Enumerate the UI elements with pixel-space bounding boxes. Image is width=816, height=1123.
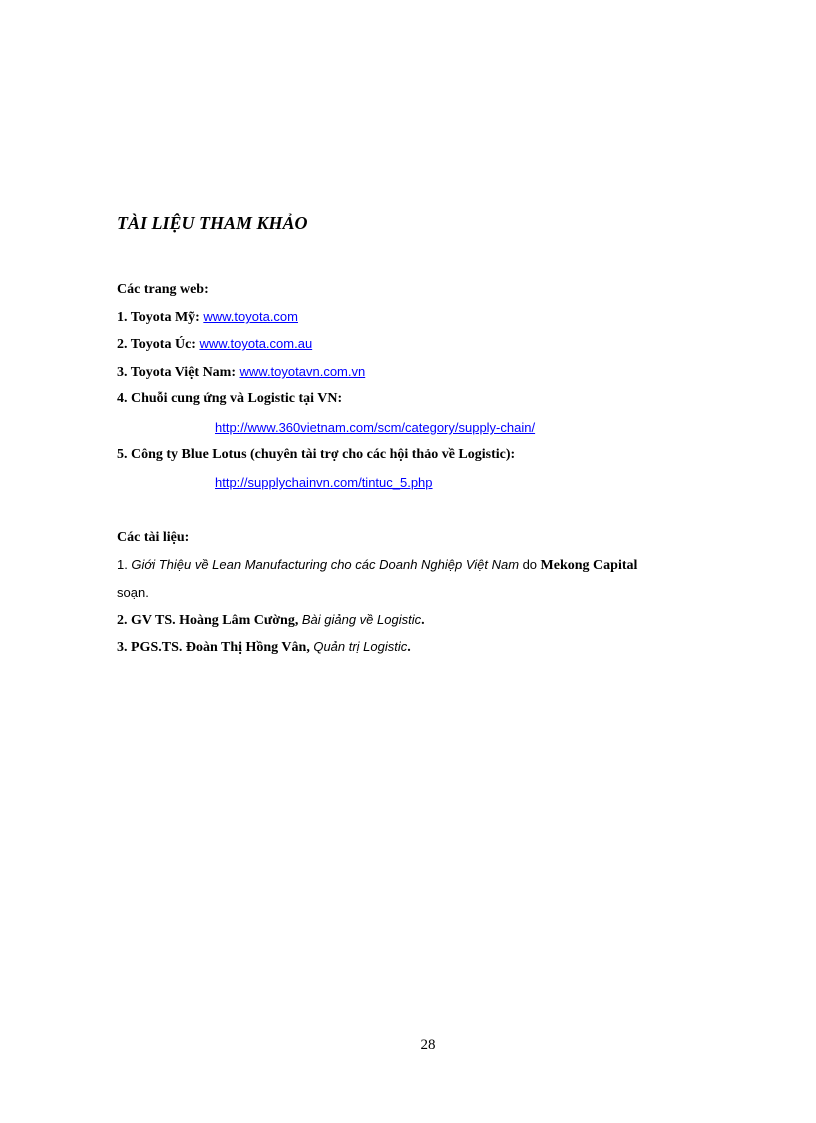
website-item-1 bbox=[117, 308, 298, 327]
document-item-2 bbox=[117, 611, 425, 630]
document-2-prefix: 2. GV TS. Hoàng Lâm Cường, bbox=[117, 613, 299, 628]
website-label-4: 4. Chuỗi cung ứng và Logistic tại VN: bbox=[117, 391, 343, 406]
document-item-3 bbox=[117, 638, 411, 657]
document-1-suffix: soạn. bbox=[117, 585, 149, 600]
documents-heading: Các tài liệu: bbox=[117, 530, 190, 545]
website-link-5[interactable]: http://supplychainvn.com/tintuc_5.php bbox=[215, 475, 433, 490]
document-1-number: 1. bbox=[117, 557, 128, 572]
website-item-3 bbox=[117, 363, 365, 382]
website-link-2[interactable]: www.toyota.com.au bbox=[199, 336, 313, 351]
document-item-1 bbox=[117, 556, 637, 575]
document-1-author: Mekong Capital bbox=[540, 558, 638, 573]
document-2-end: . bbox=[421, 613, 425, 628]
page-title: TÀI LIỆU THAM KHẢO bbox=[117, 213, 308, 233]
website-label-3: 3. Toyota Việt Nam: bbox=[117, 365, 236, 380]
document-3-title: Quản trị Logistic bbox=[313, 639, 408, 654]
website-label-5: 5. Công ty Blue Lotus (chuyên tài trợ cho các hội thảo về Logistic): bbox=[117, 447, 516, 462]
website-item-2 bbox=[117, 335, 312, 354]
website-label-2: 2. Toyota Úc: bbox=[117, 337, 196, 352]
website-item-5-url bbox=[215, 474, 433, 493]
page-number: 28 bbox=[420, 1037, 436, 1053]
document-3-end: . bbox=[407, 640, 411, 655]
document-1-connector: do bbox=[522, 557, 538, 572]
website-link-3[interactable]: www.toyotavn.com.vn bbox=[239, 364, 366, 379]
website-label-1: 1. Toyota Mỹ: bbox=[117, 310, 200, 325]
websites-heading: Các trang web: bbox=[117, 282, 209, 297]
website-link-1[interactable]: www.toyota.com bbox=[203, 309, 298, 324]
document-2-title: Bài giảng về Logistic bbox=[301, 612, 422, 627]
website-link-4[interactable]: http://www.360vietnam.com/scm/category/supply-chain/ bbox=[215, 420, 536, 435]
website-item-4-url bbox=[215, 419, 535, 438]
document-1-title: Giới Thiệu về Lean Manufacturing cho các Doanh Nghiệp Việt Nam bbox=[131, 557, 520, 572]
document-3-prefix: 3. PGS.TS. Đoàn Thị Hồng Vân, bbox=[117, 640, 310, 655]
